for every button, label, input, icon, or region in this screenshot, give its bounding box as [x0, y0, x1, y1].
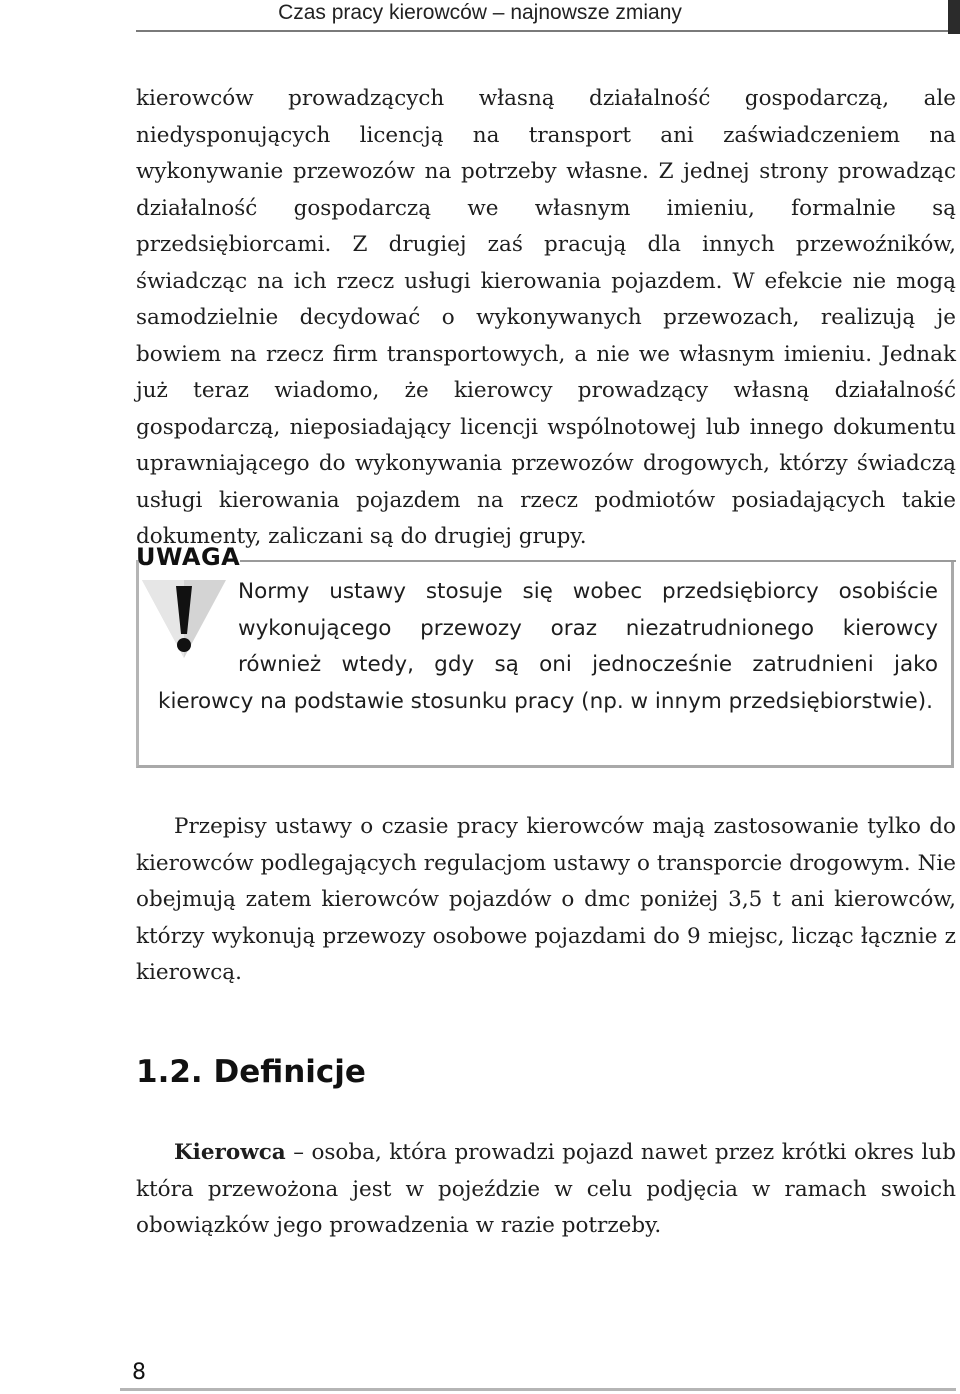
page-number: 8 [132, 1360, 146, 1385]
note-text: Normy ustawy stosuje się wobec przedsiębiorcy osobiście wykonującego przewozy oraz niezatrudnionego kierowcy również wtedy, gdy są oni jednocześnie zatrudnieni jako kierowcy na podstawie stosunku pracy (np. w innym przedsiębiorstwie). [158, 579, 938, 714]
corner-tab-mark [948, 0, 960, 34]
paragraph-scope: Przepisy ustawy o czasie pracy kierowców mają zastosowanie tylko do kierowców podlegających regulacjom ustawy o transporcie drogowym. Nie obejmują zatem kierowców pojazdów o dmc poniżej 3,5 t ani kierowców, którzy wykonują przewozy osobowe pojazdami do 9 miejsc, licząc łącznie z kierowcą. [136, 814, 956, 985]
running-header: Czas pracy kierowców – najnowsze zmiany [278, 1, 682, 24]
note-box-top-rule [240, 560, 956, 562]
header-rule [136, 30, 948, 32]
note-body [158, 574, 938, 720]
definition-text: – osoba, która prowadzi pojazd nawet przez krótki okres lub która przewożona jest w pojeździe w celu podjęcia w ramach swoich obowiązków jego prowadzenia w razie potrzeby. [136, 1140, 956, 1238]
definition-term: Kierowca [174, 1140, 286, 1165]
paragraph-definition [136, 1135, 956, 1245]
note-title: UWAGA [136, 543, 241, 571]
paragraph-intro: kierowców prowadzących własną działalność gospodarczą, ale niedysponujących licencją na transport ani zaświadczeniem na wykonywanie przewozów na potrzeby własne. Z jednej strony prowadząc działalność gospodarczą we własnym imieniu, formalnie są przedsiębiorcami. Z drugiej zaś pracują dla innych przewoźników, świadcząc na ich rzecz usługi kierowania pojazdem. W efekcie nie mogą samodzielnie decydować o wykonywanych przewozach, realizują je bowiem na rzecz firm transportowych, a nie we własnym imieniu. Jednak już teraz wiadomo, że kierowcy prowadzący własną działalność gospodarczą, nieposiadający licencji wspólnotowej lub innego dokumentu uprawniającego do wykonywania przewozów drogowych, którzy świadczą usługi kierowania pojazdem na rzecz podmiotów posiadających takie dokumenty, zaliczani są do drugiej grupy. [136, 86, 956, 549]
section-heading: 1.2. Definicje [136, 1054, 366, 1090]
footer-rule [120, 1388, 956, 1391]
